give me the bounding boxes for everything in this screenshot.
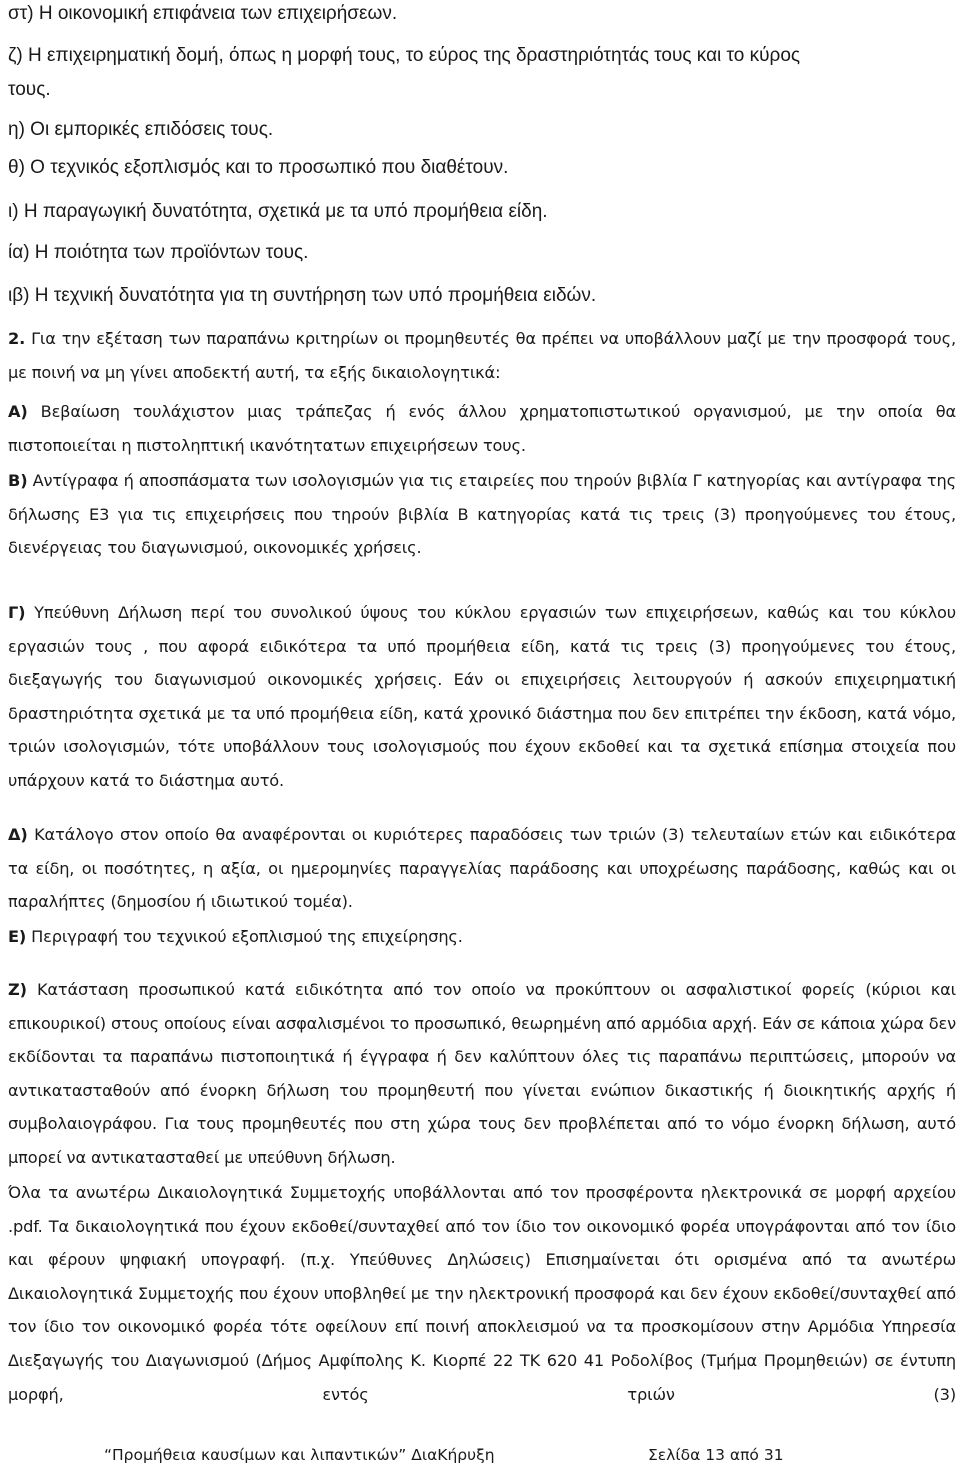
criterion-th: θ) Ο τεχνικός εξοπλισμός και το προσωπικό που διαθέτουν. xyxy=(8,157,509,178)
document-text: Κατάλογο στον οποίο θα αναφέρονται οι κυριότερες παραδόσεις των τριών (3) τελευταίων ετών και ειδικότερα τα είδη, οι ποσότητες, η αξία, οι ημερομηνίες παραγγελίας παράδοσης και υποχρέωσης παράδοσης, καθώς και οι παραλήπτες (δημοσίου ή ιδιωτικού τομέα). xyxy=(8,825,956,912)
document-a xyxy=(8,395,956,462)
document-d xyxy=(8,818,956,919)
criterion-st: στ) Η οικονομική επιφάνεια των επιχειρήσεων. xyxy=(8,3,398,24)
criterion-z: ζ) Η επιχειρηματική δομή, όπως η μορφή τους, το εύρος της δραστηριότητάς τους και το κύρος xyxy=(8,45,801,66)
document-label: Δ) xyxy=(8,825,28,844)
section-2-paragraph xyxy=(8,322,956,389)
criterion-z-continuation: τους. xyxy=(8,79,51,100)
page-footer xyxy=(0,1440,960,1470)
document-text: Αντίγραφα ή αποσπάσματα των ισολογισμών για τις εταιρείες που τηρούν βιβλία Γ κατηγορίας και αντίγραφα της δήλωσης Ε3 για τις επιχειρήσεις που τηρούν βιβλία Β κατηγορίας κατά τις τρεις (3) προηγούμενες του έτους, διενέργειας του διαγωνισμού, οικονομικές χρήσεις. xyxy=(8,471,956,558)
criterion-ib: ιβ) Η τεχνική δυνατότητα για τη συντήρηση των υπό προμήθεια ειδών. xyxy=(8,285,597,306)
document-text: Περιγραφή του τεχνικού εξοπλισμού της επιχείρησης. xyxy=(31,927,463,946)
section-2-text: Για την εξέταση των παραπάνω κριτηρίων οι προμηθευτές θα πρέπει να υποβάλλουν μαζί με την προσφορά τους, με ποινή να μη γίνει αποδεκτή αυτή, τα εξής δικαιολογητικά: xyxy=(8,329,956,382)
document-e xyxy=(8,920,956,954)
footer-page-number: Σελίδα 13 από 31 xyxy=(648,1446,784,1464)
document-text: Βεβαίωση τουλάχιστον μιας τράπεζας ή ενός άλλου χρηματοπιστωτικού οργανισμού, με την οποία θα πιστοποιείται η πιστοληπτική ικανότητατων επιχειρήσεων τους. xyxy=(8,402,956,455)
document-label: Ε) xyxy=(8,927,27,946)
document-text: Υπεύθυνη Δήλωση περί του συνολικού ύψους του κύκλου εργασιών των επιχειρήσεων, καθώς και του κύκλου εργασιών τους , που αφορά ειδικότερα τα υπό προμήθεια είδη, κατά τις τρεις (3) προηγούμενες του έτους, διεξαγωγής του διαγωνισμού οικονομικές χρήσεις. Εάν οι επιχειρήσεις λειτουργούν ή ασκούν επιχειρηματική δραστηριότητα σχετικά με τα υπό προμήθεια είδη, κατά χρονικό διάστημα που δεν επιτρέπει την έκδοση, κατά νόμο, τριών ισολογισμών, τότε υποβάλλουν τους ισολογισμούς που έχουν εκδοθεί και τα σχετικά επίσημα στοιχεία που υπάρχουν κατά το διάστημα αυτό. xyxy=(8,603,956,790)
document-label: Ζ) xyxy=(8,980,27,999)
document-text: Κατάσταση προσωπικού κατά ειδικότητα από τον οποίο να προκύπτουν οι ασφαλιστικοί φορείς (κύριοι και επικουρικοί) στους οποίους είναι ασφαλισμένοι το προσωπικό, θεωρημένη από αρμόδια αρχή. Εάν σε κάποια χώρα δεν εκδίδονται τα παραπάνω πιστοποιητικά ή έγγραφα ή δεν καλύπτουν όλες τις παραπάνω περιπτώσεις, μπορούν να αντικατασταθούν από ένορκη δήλωση του προμηθευτή που γίνεται ενώπιον δικαστικής ή διοικητικής αρχής ή συμβολαιογράφου. Για τους προμηθευτές που στη χώρα τους δεν προβλέπεται από το νόμο ένορκη δήλωση, αυτό μπορεί να αντικατασταθεί με υπεύθυνη δήλωση. xyxy=(8,980,956,1167)
document-label: Α) xyxy=(8,402,28,421)
closing-paragraph: Όλα τα ανωτέρω Δικαιολογητικά Συμμετοχής υποβάλλονται από τον προσφέροντα ηλεκτρονικά σε μορφή αρχείου .pdf. Τα δικαιολογητικά που έχουν εκδοθεί/συνταχθεί από τον ίδιο τον οικονομικό φορέα υπογράφονται από τον ίδιο και φέρουν ψηφιακή υπογραφή. (π.χ. Υπεύθυνες Δηλώσεις) Επισημαίνεται ότι ορισμένα από τα ανωτέρω Δικαιολογητικά Συμμετοχής που έχουν υποβληθεί με την ηλεκτρονική προσφορά και δεν έχουν εκδοθεί/συνταχθεί από τον ίδιο τον οικονομικό φορέα τότε οφείλουν επί ποινή αποκλεισμού να τα προσκομίσουν στην Αρμόδια Υπηρεσία Διεξαγωγής του Διαγωνισμού (Δήμος Αμφίπολης Κ. Κιορπέ 22 ΤΚ 620 41 Ροδολίβος (Τμήμα Προμηθειών) σε έντυπη μορφή, εντός τριών (3) xyxy=(8,1183,956,1404)
criterion-i: η) Οι εμπορικές επιδόσεις τους. xyxy=(8,119,274,140)
document-c xyxy=(8,596,956,798)
footer-document-title: “Προμήθεια καυσίμων και λιπαντικών” ΔιαΚήρυξη xyxy=(104,1446,495,1464)
document-z xyxy=(8,973,956,1175)
document-label: Β) xyxy=(8,471,28,490)
criterion-iota: ι) Η παραγωγική δυνατότητα, σχετικά με τα υπό προμήθεια είδη. xyxy=(8,201,548,222)
document-label: Γ) xyxy=(8,603,26,622)
section-number: 2. xyxy=(8,329,26,348)
criterion-ia: ία) Η ποιότητα των προϊόντων τους. xyxy=(8,242,309,263)
document-b xyxy=(8,464,956,565)
